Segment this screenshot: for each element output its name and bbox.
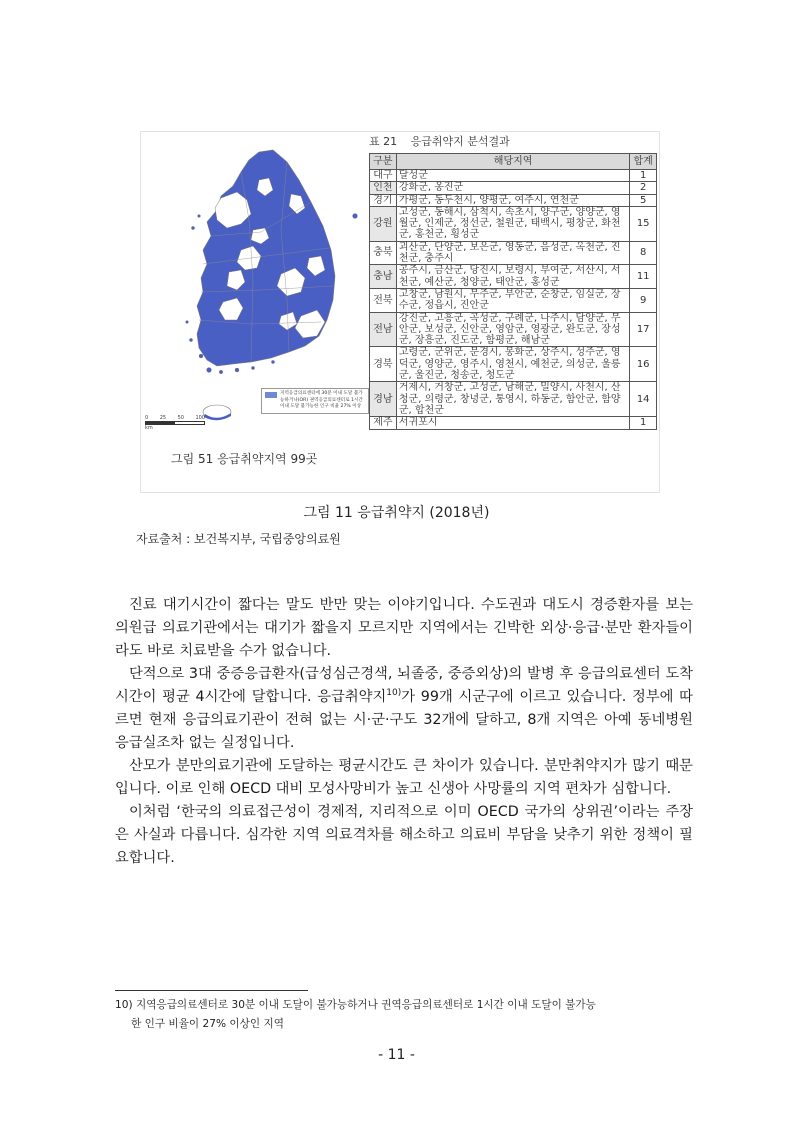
areas-cell: 강진군, 고흥군, 곡성군, 구례군, 나주시, 담양군, 무안군, 보성군, 신안군, 영암군, 영광군, 완도군, 장성군, 장흥군, 진도군, 함평군, 해남군 [396, 312, 630, 347]
legend-item [265, 391, 365, 411]
areas-cell: 거제시, 거창군, 고성군, 남해군, 밀양시, 사천시, 산청군, 의령군, 창녕군, 통영시, 하동군, 함안군, 함양군, 합천군 [396, 382, 630, 417]
scale-bar [145, 415, 205, 431]
province-cell: 인천 [370, 182, 397, 194]
map-legend [261, 388, 369, 414]
areas-cell: 서귀포시 [396, 417, 630, 429]
province-cell: 충북 [370, 241, 397, 265]
areas-cell: 강화군, 옹진군 [396, 182, 630, 194]
map-caption: 그림 51 응급취약지역 99곳 [171, 452, 318, 466]
scale-label: 0 [145, 415, 149, 421]
areas-cell: 달성군 [396, 170, 630, 182]
table-header-row [370, 154, 657, 170]
province-cell: 충남 [370, 265, 397, 289]
province-cell: 경북 [370, 347, 397, 382]
footnote-divider [115, 990, 308, 991]
table-title [369, 134, 657, 150]
legend-text: 지역응급의료센터에 30분 이내 도달 불가능하거나(OR) 권역응급의료센터로 1시간 이내 도달 불가능한 인구 비율 27% 이상 [280, 391, 363, 409]
province-cell: 제주 [370, 417, 397, 429]
footnote [115, 996, 693, 1034]
footnote-text: 지역응급의료센터로 30분 이내 도달이 불가능하거나 권역응급의료센터로 1시간 이내 도달이 불가능 [136, 999, 596, 1011]
count-cell: 15 [630, 206, 657, 241]
paragraph: 진료 대기시간이 짧다는 말도 반만 맞는 이야기입니다. 수도권과 대도시 경증환자를 보는 의원급 의료기관에서는 대기가 짧을지 모르지만 지역에서는 긴박한 외상·응급·분만 환자들이라도 바로 치료받을 수가 없습니다. [115, 597, 693, 659]
table-panel [369, 134, 657, 430]
header-areas: 해당지역 [396, 154, 630, 170]
header-count: 합계 [630, 154, 657, 170]
source-note: 자료출처 : 보건복지부, 국립중앙의료원 [136, 532, 341, 546]
province-cell: 전남 [370, 312, 397, 347]
count-cell: 5 [630, 194, 657, 206]
scale-label: 25 [159, 415, 167, 421]
footnote-reference: 10) [386, 688, 402, 699]
table-row [370, 347, 657, 382]
table-number: 표 21 [369, 135, 398, 148]
table-row [370, 241, 657, 265]
paragraph: 이처럼 ‘한국의 의료접근성이 경제적, 지리적으로 이미 OECD 국가의 상위권’이라는 주장은 사실과 다릅니다. 심각한 지역 의료격차를 해소하고 의료비 부담을 낮추기 위한 정책이 필요합니다. [115, 804, 693, 866]
table-row [370, 265, 657, 289]
areas-cell: 공주시, 금산군, 당진시, 보령시, 부여군, 서산시, 서천군, 예산군, 청양군, 태안군, 홍성군 [396, 265, 630, 289]
paragraph-text: 가 99개 시군구에 이르고 있습니다. 정부에 따르면 현재 응급의료기관이 전혀 없는 시·군·구도 32개에 달하고, 8개 지역은 아예 동네병원 응급실조차 없는 실정입니다. [115, 689, 693, 751]
count-cell: 8 [630, 241, 657, 265]
table-row [370, 206, 657, 241]
count-cell: 2 [630, 182, 657, 194]
count-cell: 14 [630, 382, 657, 417]
table-row [370, 312, 657, 347]
province-cell: 전북 [370, 288, 397, 312]
areas-cell: 가평군, 동두천시, 양평군, 여주시, 연천군 [396, 194, 630, 206]
table-row [370, 182, 657, 194]
page-number: - 11 - [378, 1047, 415, 1063]
footnote-marker: 10) [115, 999, 133, 1011]
province-cell: 경남 [370, 382, 397, 417]
count-cell: 1 [630, 417, 657, 429]
paragraph-text: 단적으로 3대 중증응급환자(급성심근경색, 뇌졸중, 중증외상)의 발병 후 응급의료센터 도착시간이 평균 4시간에 달합니다. 응급취약지 [115, 666, 693, 705]
count-cell: 9 [630, 288, 657, 312]
scale-unit-row [145, 425, 205, 431]
legend-swatch [265, 392, 277, 398]
areas-cell: 괴산군, 단양군, 보은군, 영동군, 음성군, 옥천군, 진천군, 충주시 [396, 241, 630, 265]
scale-label: 100 [195, 415, 205, 421]
scale-label: 50 [177, 415, 184, 421]
table-row [370, 194, 657, 206]
paragraph [115, 663, 693, 755]
areas-cell: 고창군, 남원시, 무주군, 부안군, 순창군, 임실군, 장수군, 정읍시, 진안군 [396, 288, 630, 312]
table-title-text: 응급취약지 분석결과 [410, 135, 510, 148]
areas-cell: 고령군, 군위군, 문경시, 봉화군, 상주시, 성주군, 영덕군, 영양군, 영주시, 영천시, 예천군, 의성군, 울릉군, 울진군, 청송군, 청도군 [396, 347, 630, 382]
figure [140, 131, 660, 493]
table-row [370, 170, 657, 182]
vulnerable-areas-table [369, 153, 657, 430]
footnote-text-cont: 한 인구 비율이 27% 이상인 지역 [131, 1018, 284, 1030]
paragraph: 산모가 분만의료기관에 도달하는 평균시간도 큰 차이가 있습니다. 분만취약지가 많기 때문입니다. 이로 인해 OECD 대비 모성사망비가 높고 신생아 사망률의 지역 편차가 심합니다. [115, 758, 693, 797]
count-cell: 17 [630, 312, 657, 347]
ulleungdo [353, 214, 358, 219]
areas-cell: 고성군, 동해시, 삼척시, 속초시, 양구군, 양양군, 영월군, 인제군, 정선군, 철원군, 태백시, 평창군, 화천군, 홍천군, 횡성군 [396, 206, 630, 241]
province-cell: 경기 [370, 194, 397, 206]
table-row [370, 288, 657, 312]
count-cell: 16 [630, 347, 657, 382]
korea-map-panel [141, 140, 363, 492]
count-cell: 1 [630, 170, 657, 182]
province-cell: 강원 [370, 206, 397, 241]
scale-unit: km [145, 425, 153, 431]
table-row [370, 417, 657, 429]
body-text [115, 594, 693, 870]
header-province: 구분 [370, 154, 397, 170]
table-row [370, 382, 657, 417]
province-cell: 대구 [370, 170, 397, 182]
count-cell: 11 [630, 265, 657, 289]
figure-caption: 그림 11 응급취약지 (2018년) [303, 505, 490, 521]
